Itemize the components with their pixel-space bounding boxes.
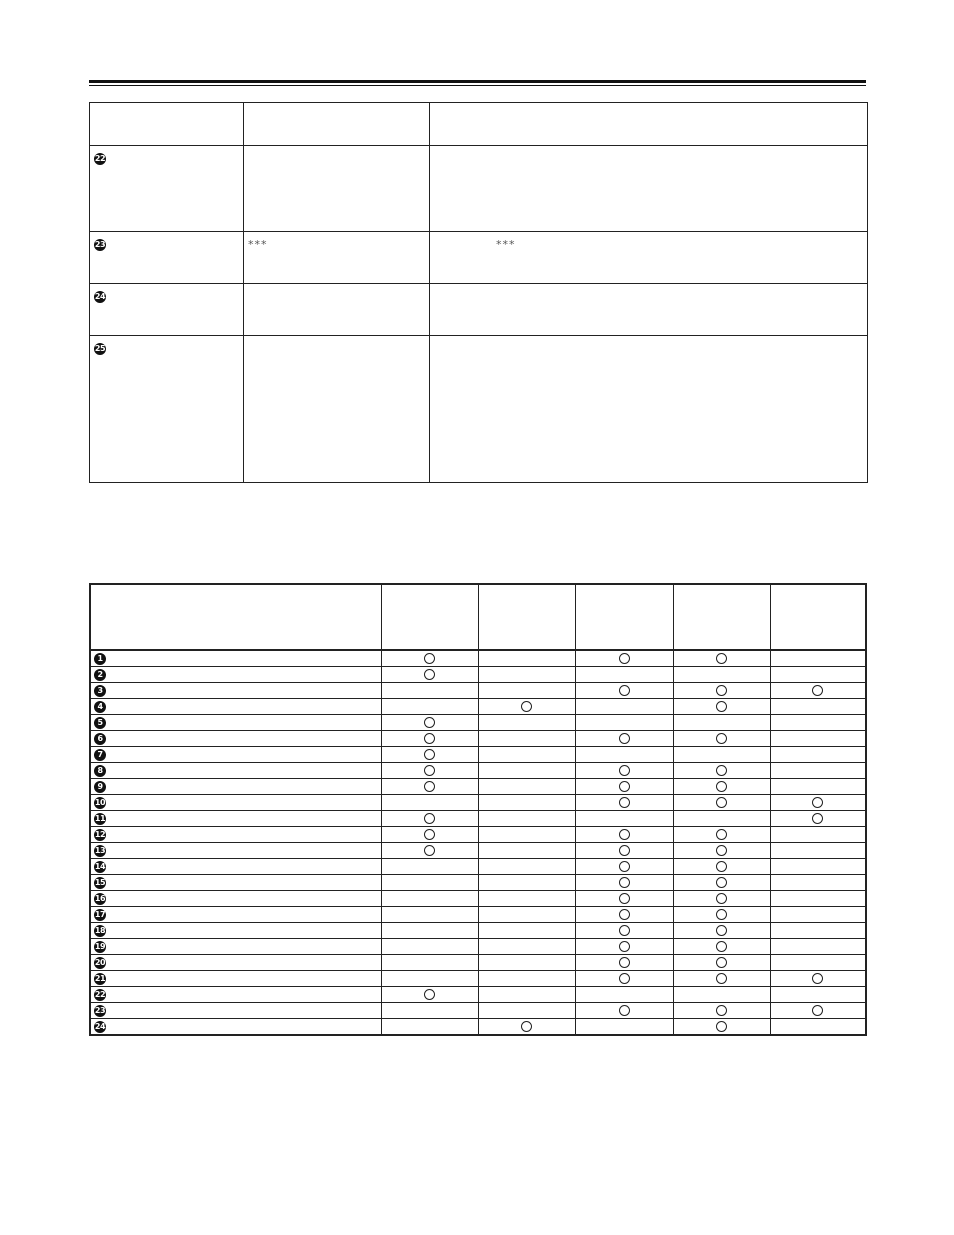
- description-cell: [430, 146, 868, 232]
- matrix-cell: [381, 971, 478, 987]
- settings-description-table: [89, 102, 868, 483]
- matrix-cell: [381, 891, 478, 907]
- matrix-cell: [673, 859, 770, 875]
- matrix-cell: [381, 1019, 478, 1036]
- matrix-cell: [381, 763, 478, 779]
- circle-mark-icon: [716, 861, 727, 872]
- header-cell: [244, 103, 430, 146]
- matrix-row-label: [90, 715, 381, 731]
- matrix-cell: [770, 1003, 866, 1019]
- matrix-cell: [770, 779, 866, 795]
- matrix-cell: [575, 811, 673, 827]
- matrix-row-label: [90, 763, 381, 779]
- item-number-badge: 21: [94, 973, 106, 983]
- matrix-cell: [673, 955, 770, 971]
- circle-mark-icon: [619, 925, 630, 936]
- matrix-row: [90, 795, 866, 811]
- matrix-cell: [770, 827, 866, 843]
- item-number-badge: 2: [94, 669, 106, 681]
- matrix-cell: [381, 715, 478, 731]
- matrix-cell: [478, 699, 575, 715]
- circle-mark-icon: [716, 1021, 727, 1032]
- circle-mark-icon: [619, 909, 630, 920]
- circle-mark-icon: [619, 765, 630, 776]
- circle-mark-icon: [716, 653, 727, 664]
- item-number-badge: 4: [94, 701, 106, 713]
- circle-mark-icon: [424, 829, 435, 840]
- circle-mark-icon: [424, 813, 435, 824]
- matrix-row-label: [90, 650, 381, 667]
- matrix-row: [90, 875, 866, 891]
- matrix-column-header: [770, 584, 866, 650]
- matrix-cell: [770, 731, 866, 747]
- circle-mark-icon: [716, 733, 727, 744]
- matrix-cell: [478, 843, 575, 859]
- matrix-cell: [575, 795, 673, 811]
- matrix-cell: [478, 811, 575, 827]
- matrix-cell: [673, 827, 770, 843]
- matrix-cell: [575, 683, 673, 699]
- matrix-cell: [381, 939, 478, 955]
- matrix-cell: [673, 875, 770, 891]
- matrix-header-cell: [90, 584, 381, 650]
- item-number-badge: 22: [94, 989, 106, 999]
- matrix-row-label: [90, 747, 381, 763]
- circle-mark-icon: [716, 941, 727, 952]
- matrix-cell: [770, 891, 866, 907]
- item-number-badge: 22: [94, 153, 106, 163]
- circle-mark-icon: [619, 973, 630, 984]
- matrix-cell: [770, 1019, 866, 1036]
- matrix-cell: [575, 971, 673, 987]
- matrix-row: [90, 779, 866, 795]
- description-cell: [430, 284, 868, 336]
- matrix-cell: [478, 987, 575, 1003]
- matrix-column-header: [575, 584, 673, 650]
- matrix-cell: [478, 747, 575, 763]
- matrix-row-label: [90, 779, 381, 795]
- asterisk-placeholder: ***: [496, 238, 516, 251]
- matrix-row: [90, 811, 866, 827]
- matrix-cell: [478, 1003, 575, 1019]
- matrix-cell: [381, 795, 478, 811]
- matrix-cell: [575, 715, 673, 731]
- matrix-cell: [770, 859, 866, 875]
- matrix-column-header: [673, 584, 770, 650]
- matrix-row-label: [90, 683, 381, 699]
- matrix-cell: [770, 811, 866, 827]
- item-number-badge: 7: [94, 749, 106, 761]
- circle-mark-icon: [619, 845, 630, 856]
- matrix-row-label: [90, 971, 381, 987]
- circle-mark-icon: [716, 957, 727, 968]
- matrix-row: [90, 667, 866, 683]
- matrix-row: [90, 1003, 866, 1019]
- matrix-cell: [478, 923, 575, 939]
- circle-mark-icon: [521, 1021, 532, 1032]
- circle-mark-icon: [619, 941, 630, 952]
- matrix-cell: [575, 667, 673, 683]
- matrix-cell: [478, 779, 575, 795]
- setting-cell: [244, 146, 430, 232]
- matrix-cell: [770, 699, 866, 715]
- matrix-cell: [673, 923, 770, 939]
- circle-mark-icon: [619, 877, 630, 888]
- circle-mark-icon: [716, 909, 727, 920]
- matrix-column-header: [381, 584, 478, 650]
- matrix-row: [90, 859, 866, 875]
- matrix-cell: [478, 795, 575, 811]
- circle-mark-icon: [619, 829, 630, 840]
- circle-mark-icon: [716, 685, 727, 696]
- item-number-badge: 17: [94, 909, 106, 919]
- item-number-badge: 18: [94, 925, 106, 935]
- matrix-cell: [673, 811, 770, 827]
- matrix-row-label: [90, 859, 381, 875]
- matrix-row-label: [90, 923, 381, 939]
- matrix-row-label: [90, 843, 381, 859]
- circle-mark-icon: [619, 733, 630, 744]
- circle-mark-icon: [619, 957, 630, 968]
- matrix-cell: [770, 955, 866, 971]
- circle-mark-icon: [424, 989, 435, 1000]
- matrix-cell: [575, 650, 673, 667]
- item-number-badge: 10: [94, 797, 106, 807]
- matrix-cell: [673, 1019, 770, 1036]
- table-row: [90, 284, 868, 336]
- circle-mark-icon: [619, 797, 630, 808]
- matrix-cell: [575, 779, 673, 795]
- matrix-cell: [575, 763, 673, 779]
- matrix-row-label: [90, 731, 381, 747]
- item-number-badge: 6: [94, 733, 106, 745]
- asterisk-placeholder: ***: [248, 238, 268, 251]
- circle-mark-icon: [716, 925, 727, 936]
- matrix-row: [90, 683, 866, 699]
- item-number-badge: 25: [94, 343, 106, 353]
- matrix-cell: [673, 891, 770, 907]
- item-number-badge: 24: [94, 291, 106, 301]
- matrix-cell: [673, 667, 770, 683]
- matrix-cell: [381, 987, 478, 1003]
- setting-cell: [244, 284, 430, 336]
- item-cell: [90, 146, 244, 232]
- table-row: [90, 146, 868, 232]
- matrix-cell: [478, 971, 575, 987]
- circle-mark-icon: [812, 813, 823, 824]
- matrix-cell: [381, 843, 478, 859]
- circle-mark-icon: [716, 781, 727, 792]
- matrix-row: [90, 891, 866, 907]
- matrix-cell: [381, 811, 478, 827]
- matrix-cell: [478, 650, 575, 667]
- matrix-row-label: [90, 891, 381, 907]
- header-rule-thin: [89, 85, 866, 86]
- circle-mark-icon: [716, 893, 727, 904]
- header-rule-thick: [89, 80, 866, 83]
- matrix-cell: [478, 667, 575, 683]
- matrix-cell: [478, 955, 575, 971]
- circle-mark-icon: [424, 845, 435, 856]
- matrix-cell: [381, 683, 478, 699]
- matrix-row: [90, 747, 866, 763]
- matrix-row-label: [90, 827, 381, 843]
- circle-mark-icon: [812, 797, 823, 808]
- item-number-badge: 20: [94, 957, 106, 967]
- matrix-cell: [770, 875, 866, 891]
- matrix-cell: [575, 859, 673, 875]
- item-number-badge: 12: [94, 829, 106, 839]
- item-number-badge: 23: [94, 1005, 106, 1015]
- description-cell: [430, 336, 868, 483]
- matrix-cell: [381, 907, 478, 923]
- circle-mark-icon: [716, 701, 727, 712]
- matrix-cell: [770, 795, 866, 811]
- circle-mark-icon: [619, 1005, 630, 1016]
- circle-mark-icon: [812, 973, 823, 984]
- matrix-row-label: [90, 955, 381, 971]
- item-number-badge: 8: [94, 765, 106, 777]
- matrix-cell: [381, 859, 478, 875]
- table-row: [90, 336, 868, 483]
- matrix-row-label: [90, 939, 381, 955]
- matrix-row: [90, 923, 866, 939]
- matrix-cell: [673, 699, 770, 715]
- matrix-row-label: [90, 795, 381, 811]
- matrix-cell: [770, 907, 866, 923]
- circle-mark-icon: [812, 685, 823, 696]
- matrix-cell: [381, 923, 478, 939]
- matrix-row: [90, 971, 866, 987]
- matrix-cell: [575, 939, 673, 955]
- circle-mark-icon: [619, 893, 630, 904]
- item-number-badge: 24: [94, 1021, 106, 1031]
- matrix-cell: [575, 731, 673, 747]
- matrix-cell: [673, 907, 770, 923]
- matrix-cell: [381, 650, 478, 667]
- circle-mark-icon: [716, 797, 727, 808]
- matrix-cell: [575, 987, 673, 1003]
- matrix-cell: [770, 971, 866, 987]
- matrix-cell: [770, 939, 866, 955]
- circle-mark-icon: [716, 877, 727, 888]
- matrix-cell: [381, 955, 478, 971]
- item-number-badge: 16: [94, 893, 106, 903]
- item-number-badge: 13: [94, 845, 106, 855]
- matrix-row-label: [90, 699, 381, 715]
- circle-mark-icon: [716, 765, 727, 776]
- matrix-cell: [673, 650, 770, 667]
- circle-mark-icon: [424, 749, 435, 760]
- matrix-cell: [478, 859, 575, 875]
- matrix-row-label: [90, 811, 381, 827]
- item-number-badge: 3: [94, 685, 106, 697]
- matrix-cell: [381, 667, 478, 683]
- matrix-cell: [478, 731, 575, 747]
- item-cell: [90, 336, 244, 483]
- matrix-row: [90, 843, 866, 859]
- circle-mark-icon: [812, 1005, 823, 1016]
- setting-cell: [244, 232, 430, 284]
- header-cell: [90, 103, 244, 146]
- matrix-cell: [575, 891, 673, 907]
- matrix-cell: [478, 939, 575, 955]
- matrix-cell: [575, 827, 673, 843]
- item-number-badge: 19: [94, 941, 106, 951]
- matrix-cell: [575, 699, 673, 715]
- matrix-row-label: [90, 907, 381, 923]
- matrix-cell: [575, 875, 673, 891]
- matrix-cell: [381, 779, 478, 795]
- matrix-row: [90, 699, 866, 715]
- matrix-row: [90, 987, 866, 1003]
- item-number-badge: 23: [94, 239, 106, 249]
- matrix-cell: [381, 731, 478, 747]
- circle-mark-icon: [716, 829, 727, 840]
- matrix-row: [90, 715, 866, 731]
- circle-mark-icon: [424, 653, 435, 664]
- matrix-cell: [770, 650, 866, 667]
- circle-mark-icon: [424, 733, 435, 744]
- matrix-cell: [478, 683, 575, 699]
- matrix-row-label: [90, 875, 381, 891]
- matrix-row-label: [90, 987, 381, 1003]
- description-cell: [430, 232, 868, 284]
- matrix-cell: [478, 875, 575, 891]
- matrix-cell: [575, 955, 673, 971]
- circle-mark-icon: [424, 669, 435, 680]
- item-number-badge: 14: [94, 861, 106, 871]
- matrix-cell: [673, 779, 770, 795]
- circle-mark-icon: [424, 717, 435, 728]
- circle-mark-icon: [716, 1005, 727, 1016]
- setting-cell: [244, 336, 430, 483]
- matrix-cell: [478, 827, 575, 843]
- matrix-cell: [381, 827, 478, 843]
- matrix-cell: [673, 747, 770, 763]
- matrix-cell: [381, 875, 478, 891]
- item-cell: [90, 284, 244, 336]
- table-row: [90, 232, 868, 284]
- matrix-cell: [673, 987, 770, 1003]
- matrix-cell: [673, 843, 770, 859]
- matrix-cell: [575, 1019, 673, 1036]
- matrix-cell: [673, 971, 770, 987]
- matrix-cell: [673, 939, 770, 955]
- circle-mark-icon: [424, 781, 435, 792]
- matrix-cell: [673, 715, 770, 731]
- table-header-row: [90, 103, 868, 146]
- circle-mark-icon: [716, 845, 727, 856]
- matrix-row: [90, 907, 866, 923]
- matrix-cell: [381, 1003, 478, 1019]
- matrix-cell: [575, 923, 673, 939]
- matrix-row: [90, 650, 866, 667]
- matrix-row: [90, 827, 866, 843]
- circle-mark-icon: [619, 685, 630, 696]
- matrix-cell: [673, 1003, 770, 1019]
- circle-mark-icon: [619, 781, 630, 792]
- matrix-column-header: [478, 584, 575, 650]
- matrix-row: [90, 955, 866, 971]
- item-cell: [90, 232, 244, 284]
- matrix-cell: [770, 763, 866, 779]
- circle-mark-icon: [619, 653, 630, 664]
- matrix-cell: [575, 907, 673, 923]
- matrix-cell: [478, 1019, 575, 1036]
- matrix-cell: [575, 1003, 673, 1019]
- matrix-cell: [673, 731, 770, 747]
- matrix-row: [90, 763, 866, 779]
- circle-mark-icon: [521, 701, 532, 712]
- item-number-badge: 9: [94, 781, 106, 793]
- circle-mark-icon: [716, 973, 727, 984]
- matrix-row-label: [90, 1003, 381, 1019]
- item-number-badge: 15: [94, 877, 106, 887]
- matrix-cell: [770, 987, 866, 1003]
- matrix-cell: [770, 667, 866, 683]
- matrix-cell: [770, 715, 866, 731]
- matrix-header-row: [90, 584, 866, 650]
- header-cell: [430, 103, 868, 146]
- matrix-cell: [770, 747, 866, 763]
- matrix-cell: [673, 763, 770, 779]
- matrix-cell: [478, 763, 575, 779]
- matrix-cell: [478, 891, 575, 907]
- matrix-cell: [381, 747, 478, 763]
- matrix-row: [90, 1019, 866, 1036]
- matrix-cell: [673, 683, 770, 699]
- matrix-cell: [478, 715, 575, 731]
- matrix-cell: [770, 923, 866, 939]
- item-number-badge: 1: [94, 653, 106, 665]
- matrix-row: [90, 731, 866, 747]
- matrix-cell: [381, 699, 478, 715]
- matrix-cell: [575, 747, 673, 763]
- matrix-cell: [770, 843, 866, 859]
- item-matrix-table: [89, 583, 867, 1036]
- circle-mark-icon: [619, 861, 630, 872]
- matrix-cell: [575, 843, 673, 859]
- item-number-badge: 5: [94, 717, 106, 729]
- matrix-cell: [673, 795, 770, 811]
- matrix-row-label: [90, 667, 381, 683]
- circle-mark-icon: [424, 765, 435, 776]
- matrix-cell: [770, 683, 866, 699]
- matrix-cell: [478, 907, 575, 923]
- matrix-row-label: [90, 1019, 381, 1036]
- item-number-badge: 11: [94, 813, 106, 823]
- matrix-row: [90, 939, 866, 955]
